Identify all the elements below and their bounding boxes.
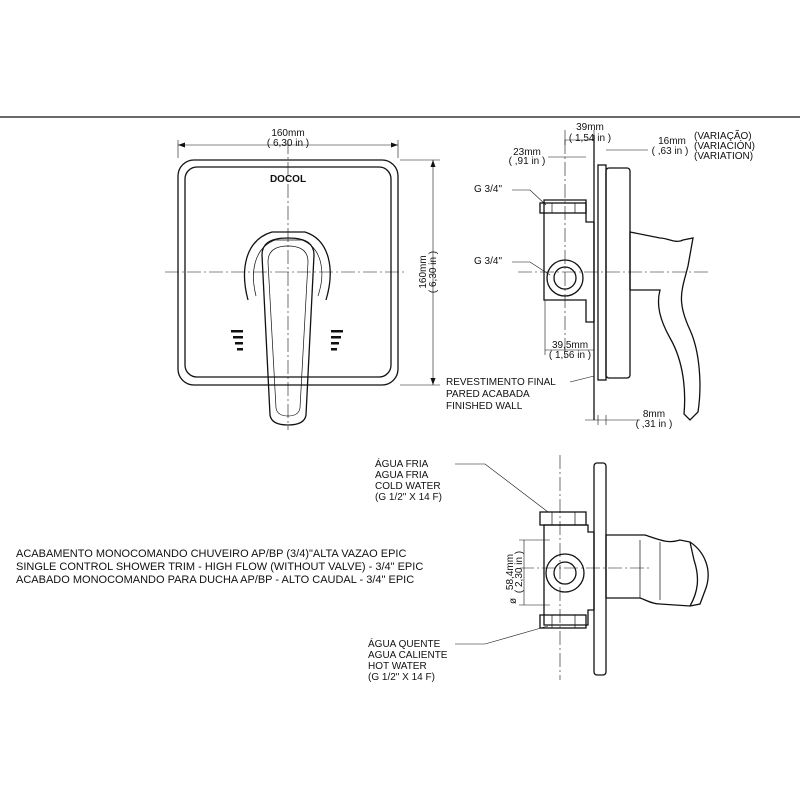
dim-8-mm: 8mm	[642, 409, 666, 420]
cold-en: COLD WATER	[375, 481, 441, 492]
cold-pt: ÁGUA FRIA	[375, 459, 429, 470]
cold-thread: (G 1/2" X 14 F)	[375, 492, 442, 503]
temperature-indicator-right	[331, 330, 343, 351]
width-in-label: ( 6,30 in )	[266, 138, 310, 149]
cover-plate-depth	[606, 168, 630, 378]
hot-thread: (G 1/2" X 14 F)	[368, 672, 435, 683]
dim-395-mm: 39,5mm	[551, 340, 589, 351]
wall-label-pt: REVESTIMENTO FINAL	[446, 377, 556, 388]
top-inlet-nut	[540, 203, 586, 213]
cold-inlet-nut	[540, 512, 586, 525]
dim-16-mm: 16mm	[658, 136, 686, 147]
height-mm-label: 160mm	[418, 255, 429, 289]
hot-leader	[455, 626, 548, 644]
height-in-label: ( 6,30 in )	[428, 250, 439, 294]
brand-logo: DOCOL	[269, 174, 307, 185]
width-mm-label: 160mm	[271, 128, 305, 139]
cold-leader	[455, 464, 548, 512]
valve-body	[544, 525, 594, 625]
wall-label-en: FINISHED WALL	[446, 401, 523, 412]
handle-side-profile	[630, 232, 700, 420]
g34-top-label: G 3/4"	[474, 184, 503, 195]
g34-mid-label: G 3/4"	[474, 256, 503, 267]
dim-39-mm: 39mm	[576, 122, 604, 133]
side-view	[446, 122, 755, 430]
temperature-indicator-left	[231, 330, 243, 351]
cover-plate-side	[598, 165, 606, 380]
front-view	[165, 128, 440, 430]
hot-es: AGUA CALIENTE	[368, 650, 448, 661]
valve-outlet-ring	[546, 554, 584, 592]
dim-23-mm: 23mm	[513, 147, 541, 158]
dim-23-in: ( ,91 in )	[508, 156, 546, 167]
valve-cartridge	[606, 535, 697, 606]
valve-cartridge-detail	[640, 540, 660, 600]
valve-outlet-bore	[554, 562, 576, 584]
hot-pt: ÁGUA QUENTE	[368, 639, 441, 650]
wall-label-es: PARED ACABADA	[446, 389, 530, 400]
variation-es: (VARIACIÓN)	[694, 141, 755, 152]
dia-symbol: ø	[508, 597, 519, 605]
wall-leader	[570, 376, 594, 382]
hot-en: HOT WATER	[368, 661, 427, 672]
dim-16-in: ( ,63 in )	[651, 146, 689, 157]
dim-8-in: ( ,31 in )	[635, 419, 673, 430]
variation-pt: (VARIAÇÃO)	[694, 131, 752, 142]
variation-en: (VARIATION)	[694, 151, 754, 162]
product-title	[16, 548, 423, 586]
dim-39-in: ( 1,54 in )	[568, 133, 612, 144]
title-line-en: SINGLE CONTROL SHOWER TRIM - HIGH FLOW (WITHOUT VALVE) - 3/4" EPIC	[16, 561, 424, 573]
title-line-es: ACABADO MONOCOMANDO PARA DUCHA AP/BP - ALTO CAUDAL - 3/4" EPIC	[16, 574, 415, 586]
cold-es: AGUA FRIA	[375, 470, 429, 481]
valve-cover-plate	[594, 463, 606, 675]
dia-mm: 58,4mm	[505, 553, 516, 591]
handle-hub	[245, 232, 331, 300]
handle-lever	[262, 238, 314, 425]
title-line-pt: ACABAMENTO MONOCOMANDO CHUVEIRO AP/BP (3/4)"ALTA VAZAO EPIC	[16, 548, 407, 560]
dia-in: ( 2,30 in )	[514, 550, 525, 594]
dim-395-in: ( 1,56 in )	[548, 350, 592, 361]
